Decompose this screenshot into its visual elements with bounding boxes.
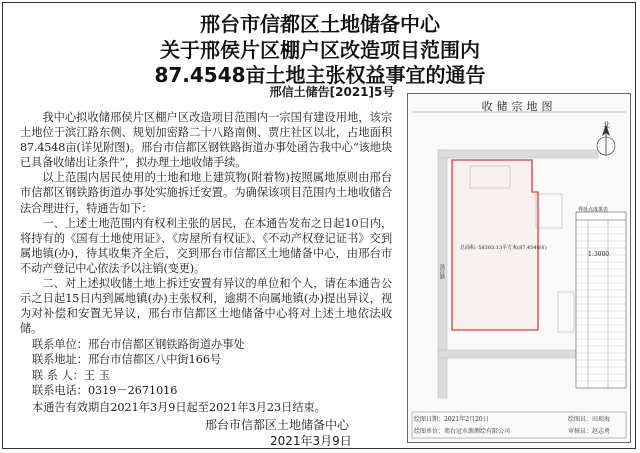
contact-person: 联 系 人：王 玉 [32,368,110,382]
map-draw-date: 绘图日期：2021年2月20日 [414,416,489,423]
contact-unit: 联系单位：邢台市信都区钢铁路街道办事处 [32,338,245,351]
parcel-area-label: 总面积: 58303.13平方米(87.4548亩) [460,245,547,251]
north-label: 北 [603,121,610,129]
coordinate-table [576,212,626,388]
road-north [438,150,598,158]
signature-org: 邢台市信都区土地储备中心 [205,418,350,432]
title-line-2: 关于邢侯片区棚户区改造项目范围内 [160,38,480,62]
title-line-1: 邢台市信都区土地储备中心 [200,12,440,36]
paragraph-4: 二、对上述拟收储土地上拆迁安置有异议的单位和个人，请在本通告公示之日起15日内到属地镇(办)主张权利，逾期不向属地镇(办)提出异议，视为对补偿和安置无异议，邢台市信都区土地储备中心将对上述土地依法收储。 [20,277,392,336]
contact-phone: 联系电话：0319－2671016 [32,383,178,397]
map-title: 收储宗地图 [481,100,557,113]
map-drawer: 绘图员：田琼海 [568,416,611,423]
map-checker: 审核员：赵志勇 [568,428,611,435]
paragraph-2: 以上范围内居民使用的土地和地上建筑物(附着物)按照属地原则由邢台市信都区钢铁路街道办事处实施拆迁安置。为确保该项目范围内土地收储合法合理进行，特通告如下： [20,171,392,215]
notice-body [20,110,392,336]
table-title: 界址点成果表 [578,207,609,213]
map-scale: 1:3000 [588,251,610,258]
road-west-label: 滨江路 [439,264,445,279]
building-2 [536,194,562,228]
paragraph-3: 一、上述土地范围内有权利主张的居民，在本通告发布之日起10日内，将持有的《国有土地使用证》、《房屋所有权证》、《不动产权登记证书》交到属地镇(办)，待其收集齐全后，交到邢台市信都区土地储备中心，由邢台市不动产登记中心依法予以注销(变更)。 [20,216,392,275]
map-maker: 绘图单位：邢台冠水源测绘有限公司 [414,428,511,435]
parcel-map [407,93,631,443]
contact-address: 联系地址：邢台市信都区八中街166号 [32,353,222,367]
building-3 [558,292,574,332]
validity-period: 本通告有效期自2021年3月9日起至2021年3月23日结束。 [32,401,326,414]
paragraph-1: 我中心拟收储邢侯片区棚户区改造项目范围内一宗国有建设用地，该宗土地位于滨江路东侧、规划加密路二十八路南侧、贾庄社区以北，占地面积87.4548亩(详见附图)。邢台市信都区钢铁路街道办事处函告我中心“该地块已具备收储出让条件”，拟办理土地收储手续。 [20,111,392,170]
signature-date: 2021年3月9日 [270,434,352,448]
document-number: 邢信土储告[2021]5号 [269,85,395,99]
contact-block [32,337,245,398]
road-south [438,350,578,358]
title-line-3: 87.4548亩土地主张权益事宜的通告 [154,63,486,87]
